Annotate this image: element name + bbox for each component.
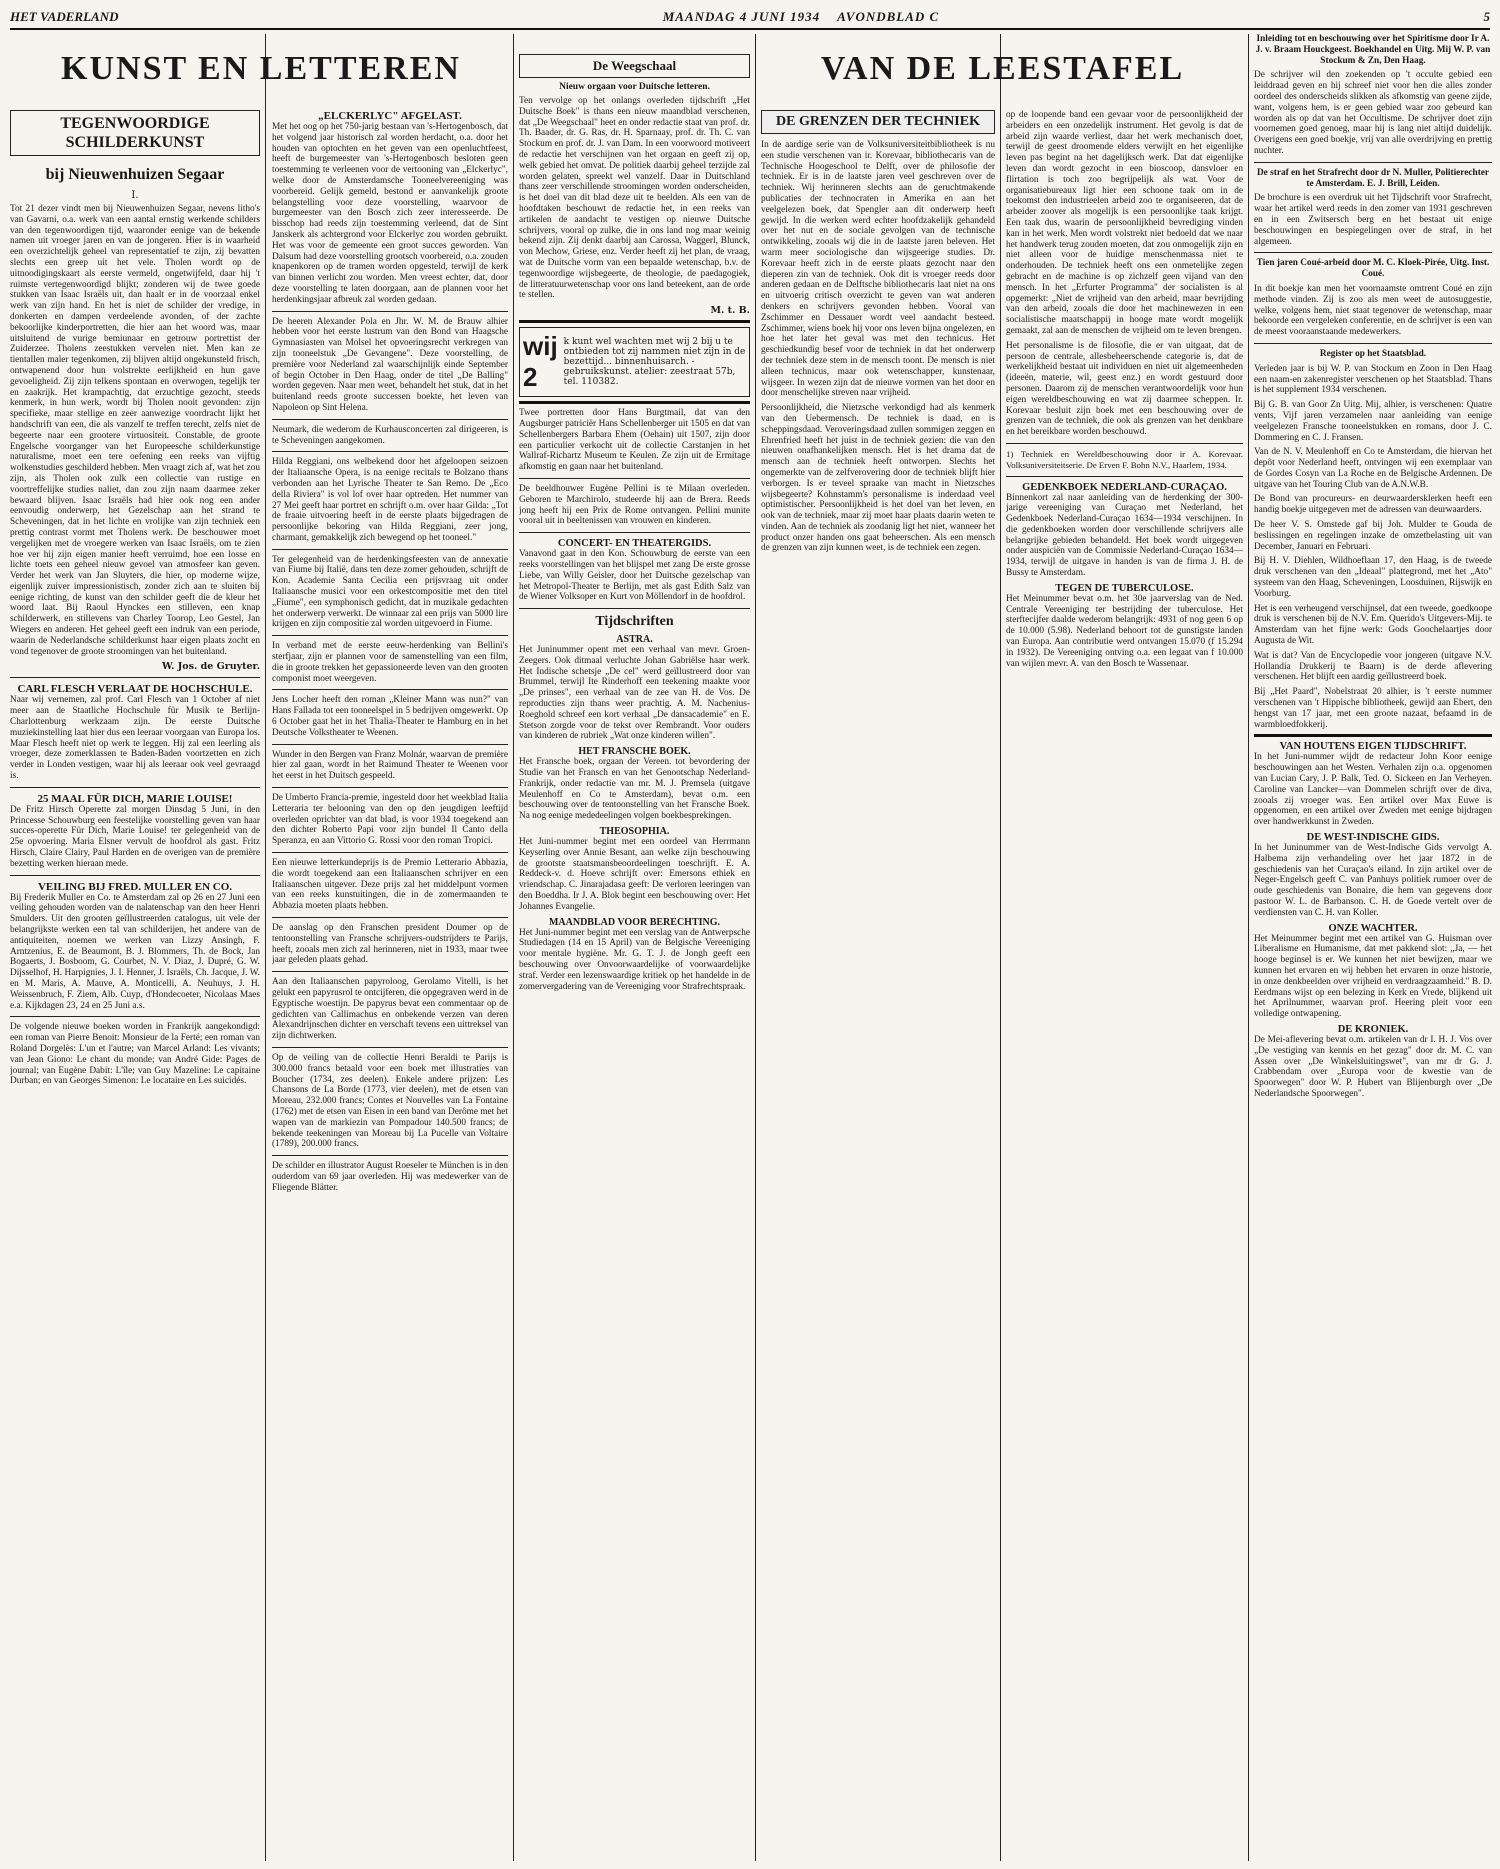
molnar-body: Wunder in den Bergen van Franz Molnár, waarvan de première hier zal gaan, wordt in het Raimund Theater te Weenen voor het eerst in het Duitsch gespeeld. <box>272 749 508 782</box>
houten-body: In het Juni-nummer wijdt de redacteur John Koor eenige beschouwingen aan het Westen. Verhalen zijn o.a. opgenomen van Lucian Cary, J. P. Balk, Ted. O. Sickeen en Jan Verheyen. Caroline van Lancker—van Dommelen schrijft over de diva, zooals zij vroeger was. Een artikel over Max Euwe is opgenomen, en een artikel over Zweden met eenige bijdragen over handwerkkunst in Zweden. <box>1254 752 1492 828</box>
tbc-title: TEGEN DE TUBERCULOSE. <box>1055 582 1194 594</box>
fiume-body: Ter gelegenheid van de herdenkingsfeesten van de annexatie van Fiume bij Italië, dans ten deze zomer gehouden, schrijft de Kon. Academie Santa Cecilia een prijsvraag uit onder Italiaansche musici voor een orkestcompositie met den titel „Fiume", een symphonisch gedicht, dat in muzikale gedachten het onderwerp verwerkt. De winnaar zal een prijs van 5000 lire krijgen en zijn compositie zal worden uitgevoerd in Fiume. <box>272 554 508 630</box>
goor-body: Bij G. B. van Goor Zn Uitg. Mij, alhier, is verschenen: Quatre vents, Vijf jaren verzamelen naar aanleiding van eenige veelgelezen Fransche tooneelstukken en romans, door J. C. Dommering en C. J. Fransen. <box>1254 400 1492 443</box>
divider <box>272 852 508 853</box>
elckerlyc-title: „ELCKERLYC" AFGELAST. <box>318 110 462 122</box>
west-indische-gids-title: DE WEST-INDISCHE GIDS. <box>1306 832 1440 843</box>
doumer-body: De aanslag op den Franschen president Doumer op de tentoonstelling van Fransche schrijvers-oudstrijders te Parijs, heeft, zooals men zich zal herinneren, niet in 1933, maar twee jaar geleden plaats gehad. <box>272 923 508 966</box>
weegschaal-title-box <box>519 54 750 78</box>
techniek-body-2: op de loopende band een gevaar voor de persoonlijkheid der arbeiders en een onzedelijk instrument. Het gevolg is dat de arbeid zijn waarde verliest, daar het werk mechanisch doet, terwijl de geest droomende elders verwijlt en het eigenlijke leven pas begint na het dagelijksch werk. Dat dat eigenlijke leven dan wordt gezocht in een bioscoop, dansvloer en flirtation is toch zoo begrijpelijk als wat. Voor de organisatiebureaux ligt hier een schoone taak om in de toekomst den industrieelen arbeid zoo te organiseeren, dat de arbeider zoover als mogelijk is een persoonlijke taak krijgt. Een taak dus, waarin de persoonlijkheid bevrediging vinden kan in het werk. Men wordt volstrekt niet bedoeld dat we naar het handwerk terug zouden moeten, dat zou onmogelijk zijn en niet alleen voor de huidige menschenmassa niet te onderhouden. De techniek heeft ons een onmetelijke zegen gebracht en de machine is op zichzelf geen vijand van den mensch. In het „Erfurter Programma" der socialisten is al opgemerkt: „Niet de vrijheid van den arbeid, maar bevrijding van den arbeid, zooals die door het machinewezen in een socialistische maatschappij in hooge mate wordt mogelijk gemaakt, zal aan de menschen de vrijheid om te leven brengen. <box>1006 110 1243 336</box>
divider <box>1254 252 1492 253</box>
coue-body: In dit boekje kan men het voornaamste omtrent Coué en zijn methode vinden. Zij is zoo als men weet de autosuggestie, welke, volgens hem, niet staat tegenover de wetenschap, maar bekoorde een vergeleken conferentie, en de schrijver is een van de meest vooraanstaande medewerkers. <box>1254 283 1492 338</box>
divider <box>272 689 508 690</box>
divider <box>519 320 750 323</box>
burgtmail-body: Twee portretten door Hans Burgtmail, dat van den Augsburger patriciër Hans Schellenberger uit 1505 en dat van Schellenbergers Barbara Ehem (Oehain) uit 1507, zijn door een particulier verkocht uit de collectie Carstanjen in het Wallraf-Richartz Museum te Keulen. Ze zijn uit de Ermitage afkomstig en gaan naar het buitenland. <box>519 408 750 473</box>
concert-body: Vanavond gaat in den Kon. Schouwburg de eerste van een reeks voorstellingen van het blijspel met zang De erste grosse Liebe, van Willy Geisler, door het Duitsche gezelschap van het Metropol-Theater te Berlijn, met als gast Edith Salz van de Wiener Volksoper en Kurt von Möllendorf in de hoofdrol. <box>519 549 750 603</box>
art-review-part: I. <box>131 190 139 201</box>
maandblad-title: MAANDBLAD VOOR BERECHTING. <box>548 916 721 928</box>
divider <box>1254 343 1492 344</box>
techniek-title: DE GRENZEN DER TECHNIEK <box>776 114 980 129</box>
bellini-body: In verband met de eerste eeuw-herdenking van Bellini's sterfjaar, zijn er plannen voor de samenstelling van een film, die in groote trekken het gepassioneerde leven van den grooten componist moet weergeven. <box>272 641 508 684</box>
divider <box>1006 476 1243 477</box>
column-rule <box>755 34 756 1861</box>
beraldi-body: Op de veiling van de collectie Henri Beraldi te Parijs is 300.000 francs betaald voor een boek met illustraties van Boucher (1734, zes deelen). Enkele andere prijzen: Les Chansons de La Borde (1773, vier deelen), met de etsen van Moreau, 232.000 francs; Contes et Nouvelles van La Fontaine (1762) met de etsen van Eisen in een band van Derôme met het wapen van de markiezin van Pompadour 140.500 francs; de bekende teekeningen van Moreau bij La Pucelle van Voltaire (1789), 200.000 francs. <box>272 1052 508 1150</box>
theosophia-title: THEOSOPHIA. <box>599 826 670 838</box>
fransche-boek-body: Het Fransche boek, orgaan der Vereen. tot bevordering der Studie van het Fransch en van het Genootschap Nederland-Frankrijk, onder redactie van mr. M. J. Premsela (uitgave Meulenhoff en Co te Amsterdam), bevat o.m. een beschouwing over de tentoonstelling van het Fransche Boek. Na nog eenige mededeelingen volgen boekbesprekingen. <box>519 757 750 822</box>
column-rule <box>1000 34 1001 1861</box>
column-5 <box>1006 110 1243 1861</box>
astra-title: ASTRA. <box>616 634 653 646</box>
art-review-title-box <box>10 110 260 156</box>
page-number: 5 <box>1483 9 1490 24</box>
french-books-body: De volgende nieuwe boeken worden in Frankrijk aangekondigd: een roman van Pierre Benoit: Monsieur de la Ferté; een roman van Roland Dorgelès: L'un et l'autre; van Marcel Arland: Les vivants; van Jean Giono: Le chant du monde; van André Gide: Pages de journal; van Eugène Dabit: L'île; van Guy Mazeline: Le capitaine Durban; en van Georges Simenon: Le locataire en Les suicidés. <box>10 1022 260 1087</box>
section-title-kunst: KUNST EN LETTEREN <box>61 50 461 87</box>
techniek-body-4: Het personalisme is de filosofie, die er van uitgaat, dat de persoon de centrale, allesbeheerschende categorie is, dat de werkelijkheid bestaat uit individuen en niet uit algemeenheden (ideeën, materie, wil, geest enz.) en wordt gestuurd door personen. Daarom zij de menschen verantwoordelijk voor hun eigen wereldbeschouwing en wat zij daarmee scheppen. Ir. Korevaar besluit zijn boek met een beschouwing over de grenzen van de techniek, die ook als grenzen van het denkbare en het bereikbare worden beschouwd. <box>1006 340 1243 438</box>
strafrecht-body: De brochure is een overdruk uit het Tijdschrift voor Strafrecht, waar het artikel werd reeds in den zomer van 1931 geschreven en in een Zwitsersch berg en het bestaat uit enige beschouwingen en bespiegelingen over de straf, in het algemeen. <box>1254 193 1492 247</box>
weegschaal-title: De Weegschaal <box>592 58 677 73</box>
omstede-body: De heer V. S. Omstede gaf bij Joh. Mulder te Gouda de beslissingen en regelingen inzake de omzetbelasting uit van December, Januari en Februari. <box>1254 520 1492 552</box>
divider <box>10 677 260 678</box>
techniek-footnote: 1) Techniek en Wereldbeschouwing door ir A. Korevaar. Volksuniversiteitserie. De Erven F. Bohn N.V., Haarlem, 1934. <box>1006 448 1243 470</box>
pellini-body: De beeldhouwer Eugène Pellini is te Milaan overleden. Geboren te Marchirolo, studeerde hij aan de Brera. Reeds jong heeft hij een Prix de Rome ontvangen. Pellini munite vooral uit in beeltenissen van vrouwen en kinderen. <box>519 483 750 527</box>
querido-body: Het is een verheugend verschijnsel, dat een tweede, goedkoope druk is verschenen bij de N.V. Em. Querido's Uitgevers-Mij. te Amsterdam van het fijne werk: Gods Goochelaartjes door Augusta de Wit. <box>1254 603 1492 647</box>
divider <box>519 401 750 404</box>
divider <box>272 635 508 636</box>
weegschaal-signature: M. t. B. <box>710 305 750 317</box>
ad-logo: wij 2 <box>523 331 558 393</box>
divider <box>1254 162 1492 163</box>
encyclopedie-body: Wat is dat? Van de Encyclopedie voor jongeren (uitgave N.V. Hollandia Drukkerij te Baarn) is de derde aflevering verschenen. Het blijft een aardig geïllustreerd boek. <box>1254 650 1492 683</box>
west-indische-gids-body: In het Juninummer van de West-Indische Gids vervolgt A. Halbema zijn verhandeling over het jaar 1872 in de geschiedenis van het Curaçao's eiland. In zijn artikel over de Neger-Engelsch geeft C. van Panhuys politiek rumoer over de oude geschiedenis van Bonaire, die hem van gegevens door pastoor W. L. de Barbanson. C. H. de Goede vertelt over de verdiensten van C. H. van Koller. <box>1254 843 1492 918</box>
abbazia-body: Een nieuwe letterkundeprijs is de Premio Letterario Abbazia, die wordt toegekend aan een Italiaanschen schrijver en een Italiaanschen uitgever. Deze prijs zal het middelpunt vormen van een reeks kunstuitingen, die in de zomermaanden te Abbazia moeten plaats hebben. <box>272 858 508 912</box>
divider <box>10 1016 260 1017</box>
masthead-paper-name: HET VADERLAND <box>10 9 119 24</box>
column-2 <box>272 110 508 1861</box>
pola-body: De heeren Alexander Pola en Jhr. W. M. de Brauw alhier hebben voor het eerste lustrum van den Bond van Haagsche Gymnasiasten van Molsel het opvoeringsrecht verkregen van zijn tooneelstuk „De Gevangene". Deze voorstelling, de première voor Nederland zal waarschijnlijk einde September of begin October in Den Haag, onder de titel „De Balling" worden gegeven. Naar men weet, behandelt het stuk, dat in het buitenland reeds groote successen boekte, het leven van Napoleon op Sint Helena. <box>272 316 508 413</box>
column-rule <box>513 34 514 1861</box>
techniek-body-3: Persoonlijkheid, die Nietzsche verkondigd had als kenmerk van den Uebermensch. De techniek is daad, en is scheppingsdaad. Veroveringsdaad zullen sommigen zeggen en Ehrenfried heeft het juist in de techniek gezien: die van den nieuwen onafhankelijken mensch. Het is het drama dat de mensch aan de techniek heeft ontworpen. Slechts het ongemerkte van de zelfverovering door de techniek blijft hier verborgen. Is er teveel spraake van macht in Nietzsches wijsbegeerte? Kohnstamm's personalisme is inderdaad veel optimistischer. Persoonlijkheid is het doel van het leven, en ook van de techniek, maar zij moet haar plaats daarin weten te vinden. Aan de techniek als zoodanig ligt het niet, wanneer het product onzer handen ons gaat beheerschen. Als een mensch de grenzen van zijn kunnen weet, is de techniek een zegen. <box>761 403 995 554</box>
roeseler-body: De schilder en illustrator August Roeseler te München is in den ouderdom van 69 jaar overleden. Hij was medewerker van de Fliegende Blätter. <box>272 1161 508 1193</box>
neumark-body: Neumark, die wederom de Kurhausconcerten zal dirigeeren, is te Scheveningen aangekomen. <box>272 424 508 446</box>
curacao-title: GEDENKBOEK NEDERLAND-CURAÇAO. <box>1022 481 1227 493</box>
masthead-date-text: MAANDAG 4 JUNI 1934 <box>662 9 821 24</box>
dich-title: 25 MAAL FÜR DICH, MARIE LOUISE! <box>37 792 233 805</box>
flesch-body: Naar wij vernemen, zal prof. Carl Flesch van 1 October af niet meer aan de Staatliche Hochschule für Musik te Berlijn-Charlottenburg werkzaam zijn. De eerste Duitsche muziekinstelling laat hier dus een leeraar voorgaan van Europa los. Maar Flesch heeft niet op werk te leggen. Hij zal een leerling als vroeger, deze zomerklassen te Baden-Baden voortzetten en zich verder in Londen vestigen, waar hij als leeraar ook veel gevraagd is. <box>10 695 260 782</box>
column-rule <box>265 34 266 1861</box>
column-4 <box>761 110 995 1861</box>
maandblad-body: Het Juni-nummer begint met een verslag van de Antwerpsche Studiedagen (14 en 15 April) van de Belgische Vereeniging voor mentale hygiëne. Mr. G. T. J. de Jongh geeft een beschouwing over Onvoorwaardelijke of voorwaardelijke straf. Verder een lezenswaardige kritiek op het handelde in de zomervergadering van de Vereeniging voor Strafrechtspraak. <box>519 927 750 992</box>
divider <box>1254 734 1492 737</box>
advertisement-wij2 <box>519 327 750 397</box>
astra-body: Het Juninummer opent met een verhaal van mevr. Groen-Zeegers. Ook ditmaal verluchte Johan Gabriëlse haar werk. Het Indische schetsje „De cel" werd geïllustreerd door van Brummel, terwijl Ite Rinderhoff een teekening maakte voor „De prinses", een verhaal van de zee van H. de Vos. De reproducties zijn thans weer prachtig. A. M. Nachenius-Roeghold schreef een kort verhaal „De dansacademie" en E. Stetson zorgde voor de tekst over Rembrandt. Voor ouders van kinderen de rubriek „Wat onze kinderen willen". <box>519 645 750 742</box>
divider <box>10 875 260 876</box>
papyrus-body: Aan den Italiaanschen papyroloog, Gerolamo Vitelli, is het gelukt een papyrusrol te ontcijferen, die opgegraven werd in de Egyptische woestijn. De papyrus bevat een commentaar op de gedichten van Callimachus en onbekende verzen van deren Alexandrijnschen dichter en verschaft tevens een uittreksel van zijn dichtwerken. <box>272 977 508 1042</box>
locher-body: Jens Locher heeft den roman „Kleiner Mann was nun?" van Hans Fallada tot een tooneelspel in 5 bedrijven omgewerkt. Op 6 October gaat het in het Thalia-Theater te Hamburg en in het Deutsche Volkstheater te Weenen. <box>272 695 508 738</box>
tijdschriften-title: Tijdschriften <box>595 614 674 630</box>
elckerlyc-body: Met het oog op het 750-jarig bestaan van 's-Hertogenbosch, dat het volgend jaar historisch zal worden herdacht, o.a. door het houden van optochten en het geven van een openluchtfeest, heeft de burgemeester van 's-Hertogenbosch besloten geen toestemming te verleenen voor de vertooning van „Elckerlyc", welke door de Amsterdamsche Tooneelvereeniging was voorbereid. Gelijk gemeld, bestond er aanvankelijk groote belangstelling voor deze voorstelling, waarvoor de burgemeester van den Bosch zich zeer interesseerde. De bisschop had reeds zijn toestemming verleend, dat de Sint Janskerk als achtergrond voor Elckerlyc zou worden gebruikt. Het was voor de gemeente een groot succes geworden. Van Dalsum had deze voorstelling grootsch voorbereid, o.a. zouden knapenkoren op de tramen worden opgesteld, terwijl de kerk van binnen verlicht zou worden. Men vreest echter, dat, door deze voorstelling te laten doorgaan, aan de plannen voor het herdenkingsjaar afbreuk zal worden gedaan. <box>272 122 508 305</box>
column-3 <box>519 34 750 1861</box>
masthead <box>10 6 1490 30</box>
houten-title: VAN HOUTENS EIGEN TIJDSCHRIFT. <box>1279 741 1467 753</box>
kroniek-body: De Mei-aflevering bevat o.m. artikelen van dr I. H. J. Vos over „De vestiging van kennis en het gezag" door dr. M. C. van Assen over „De Winkelsluitingswet", van mr dr G. J. Crabbendam over „Europa voor de kwestie van de Spoorwegen" door W. P. Hubert van Blijenburgh over „De Nederlandsche Spoorwegen". <box>1254 1034 1492 1099</box>
fransche-boek-title: HET FRANSCHE BOEK. <box>578 746 691 758</box>
art-review-subtitle: bij Nieuwenhuizen Segaar <box>45 166 225 183</box>
divider <box>272 1047 508 1048</box>
divider <box>272 451 508 452</box>
ad-text: k kunt wel wachten met wij 2 bij u te ontbieden tot zij nammen niet zijn in de bezettijd... binnenhuisarch. - gebruikskunst. atelier: zeestraat 57b, tel. 110382. <box>563 337 746 388</box>
divider <box>1006 443 1243 444</box>
divider <box>272 419 508 420</box>
divider <box>10 787 260 788</box>
francia-body: De Umberto Francia-premie, ingesteld door het weekblad Italia Letteraria ter belooning van den op den jeugdigen leeftijd overleden oprichter van dat blad, is voor 1934 toegekend aan den dichter Roberto Papi voor zijn bundel Il Canto della Speranza, en aan Vittorio G. Rossi voor den roman Tropici. <box>272 793 508 847</box>
divider <box>272 744 508 745</box>
section-title-leestafel: VAN DE LEESTAFEL <box>820 50 1185 87</box>
column-1 <box>10 110 260 1861</box>
divider <box>519 532 750 533</box>
muller-body: Bij Frederik Muller en Co. te Amsterdam zal op 26 en 27 Juni een veiling gehouden worden van de nalatenschap van den heer Henri Smulders. Uit den grooten geïllustreerden catalogus, uit vele der belangrijkste werken een tal van schilderijen, het andere van de antiquiteiten, noemen we werken van Lizzy Ansingh, F. Arntzenius, E. de Beaumont, B. J. Blommers, Th. de Bock, Jan Bogaerts, J. Bosboom, G. Courbet, N. V. Diaz, J. Dupré, G. W. Dijsselhof, H. Harpignies, J. I. Henner, J. Israëls, Ch. Jacque, J. W. en M. Maris, A. Mauve, A. Monticelli, A. Neuhuys, J. H. Weissenbruch, F. Ziem, Alb. Cuyp, d'Hondecoeter, Nicolaas Maes e.a. Kijkdagen 23, 24 en 25 Juni a.s. <box>10 892 260 1011</box>
dich-body: De Fritz Hirsch Operette zal morgen Dinsdag 5 Juni, in den Princesse Schouwburg een feestelijke voorstelling geven van haar succes-operette Für Dich, Marie Louise! ter gelegenheid van de 25e opvoering. Maria Elsner vervult de hoofdrol als gast. Fritz Hirsch, Claire Clairy, Paul Harden en de overigen van de première bezetting werken hieraan mede. <box>10 804 260 869</box>
divider <box>519 608 750 609</box>
tbc-body: Het Meinummer bevat o.m. het 30e jaarverslag van de Ned. Centrale Vereeniging ter bestrijding der tuberculose. Het sterftecijfer daalde wederom belangrijk: 4931 of nog geen 6 op de 10.000 (5.98). Nederland behoort tot de gunstigste landen van Europa. Aan contributie werd ontvangen 15.070 (f 15.294 in 1932). De Vereeniging ontving o.a. een legaat van f 10.000 van wijlen mevr. A. van den Bosch te Wassenaar. <box>1006 593 1243 669</box>
weegschaal-subtitle: Nieuw orgaan voor Duitsche letteren. <box>559 82 710 92</box>
staatsblad-title: Register op het Staatsblad. <box>1319 348 1427 359</box>
divider <box>272 917 508 918</box>
kroniek-title: DE KRONIEK. <box>1337 1023 1409 1035</box>
column-6 <box>1254 34 1492 1861</box>
procureurs-body: De Bond van procureurs- en deurwaardersklerken heeft een handig boekje uitgegeven met de adressen van deurwaarders. <box>1254 494 1492 516</box>
techniek-title-box <box>761 110 995 134</box>
muller-title: VEILING BIJ FRED. MULLER EN CO. <box>37 880 233 893</box>
divider <box>272 971 508 972</box>
techniek-body-1: In de aardige serie van de Volksuniversiteitbibliotheek is nu een studie verschenen van ir. Korevaar, bibliothecaris van de Technische Hoogeschool te Delft, over de philosofie der techniek. Er is in de laatste jaren veel geschreven over de techniek. Wij herinneren slechts aan de geruchtmakende publicaties der technocraten in Amerika en aan het veelgelezen boek, dat Spengler aan dit onderwerp heeft gewijd. In die werken werd echter hoofdzakelijk gehandeld over het nut en de sociale gevolgen van de technische ontwikkeling, zooals wij die in de laatste jaren beleven. Het warm meer sociologische dan wijsgeerige studies. Dr. Korevaar heeft zich in de eerste plaats gezocht naar den dieperen zin van de techniek. Ook dit is vroeger reeds door anderen gedaan en de Delftsche bibliothecaris laat niet na ons en uitvoerig critisch overzicht te geven van wat anderen denkers en schrijvers gevonden hebben. Vooral van Zschimmer en Dessauer wordt veel aandacht besteed. Zschimmer, wiens boek hij voor ons leven bijna ongelezen, en hoe het later het geval was met den technicus. Het geschiedkundig besef voor de techniek in dat het onderwerp der techniek deze stem in de mensch toont. De mensch is niet alleen technicus, maar ook wetenschapper, kunstenaar, wijsgeer. In wezen zijn dat de nieuwe vormen van het door en door menschelijke streven naar vrijheid. <box>761 140 995 399</box>
divider <box>519 478 750 479</box>
divider <box>272 787 508 788</box>
divider <box>272 311 508 312</box>
onze-wachter-title: ONZE WACHTER. <box>1328 922 1418 934</box>
curacao-body: Binnenkort zal naar aanleiding van de herdenking der 300-jarige vereeniging van Curaçao met Nederland, het Gedenkboek Nederland-Curaçao 1634—1934 verschijnen. In die gedenkboeken worden door verschillende schrijvers alle belangrijke gebieden behandeld. Het boek wordt uitgegeven onder auspiciën van de Commissie Nederland-Curaçao 1634—1934, terwijl de uitgave in handen is van de firma J. H. de Bussy te Amsterdam. <box>1006 492 1243 579</box>
spiritisme-body: De schrijver wil den zoekenden op 't occulte gebied een leiddraad geven en hij schreef niet voor hen die alles zonder oordeel des onderscheids slikken als afkomstig van geene zijde, want, volgens hem, is er geen gebied waar zoo gebeurd kan worden als op dat van het Occultisme. De schrijver doet zijn voornemen goed genoeg, maar hij is lang niet altijd duidelijk. Overigens een goed boekje, vrij van alle overdrijving en prettig nuchter. <box>1254 70 1492 156</box>
strafrecht-title: De straf en het Strafrecht door dr N. Muller, Politierechter te Amsterdam. E. J. Brill, Leiden. <box>1256 167 1490 189</box>
spiritisme-title: Inleiding tot en beschouwing over het Spiritisme door Ir A. J. v. Braam Houckgeest. Boekhandel en Uitg. Mij W. P. van Stockum & Zn, Den Haag. <box>1255 34 1491 66</box>
divider <box>272 549 508 550</box>
reggiani-body: Hilda Reggiani, ons welbekend door het afgeloopen seizoen der Italiaansche Opera, is na eenige recitals te Bolzano thans verbonden aan het Lyrische Theater te San Remo. De „Eco della Riviera" is vol lof over haar optreden. Het nummer van 27 Mei geeft haar portret en schrijft o.m. over haar Gilda: „Tot de fraaie uitvoering heeft in de eerste plaats bijgedragen de persoonlijke bekoring van Hilda Reggiani, zeer jong, charmant, gemakkelijk zich bewegend op het tooneel." <box>272 457 508 543</box>
art-review-title: TEGENWOORDIGE SCHILDERKUNST <box>60 115 210 151</box>
meulenhoff-body: Van de N. V. Meulenhoff en Co te Amsterdam, die hiervan het depôt voor Nederland heeft, ontvingen wij een exemplaar van de Gordes Cosyn van La Roche en de Belgische Ardennen. De uitgave van het Touring Club van de A.N.W.B. <box>1254 447 1492 490</box>
paard-body: Bij „Het Paard", Nobelstraat 20 alhier, is 't eerste nummer verschenen van 't Hippische bibliotheek, gewijd aan Ebert, den hengst van 17 jaar, met een groote nazaat, befaamd in de warmbloedfokkerij. <box>1254 687 1492 730</box>
concert-title: CONCERT- EN THEATERGIDS. <box>557 538 712 550</box>
staatsblad-body: Verleden jaar is bij W. P. van Stockum en Zoon in Den Haag een naam-en zakenregister verschenen op het Staatsblad. Thans is het supplement 1934 verschenen. <box>1254 363 1492 396</box>
art-review-signature: W. Jos. de Gruyter. <box>161 661 260 673</box>
masthead-date <box>118 9 1483 25</box>
flesch-title: CARL FLESCH VERLAAT DE HOCHSCHULE. <box>17 683 253 696</box>
weegschaal-body: Ten vervolge op het onlangs overleden tijdschrift „Het Duitsche Boek" is thans een nieuw maandblad verschenen, dat „De Weegschaal" heet en onder redactie staat van prof. dr. Th. Baader, dr. G. Ras, dr. H. Sparnaay, prof. dr. Th. C. van Stockum en prof. dr. J. van Dam. In een voorwoord motiveert de redactie het verschijnen van het orgaan en geeft zij op, welk gebied het omvat. De politiek daarbij geheel terzijde zal worden gelaten, spreekt wel vanzelf. Daar in Duitschland thans zeer verschillende stroomingen worden onderscheiden, is het doel van dit blad deze uit te beelden. Als een van de hoofdtaken beschouwt de redactie het, in een reeks van artikelen de aandacht te vestigen op nieuwe Duitsche schrijvers, vooral op zulke, die in ons land nog maar weinig bekend zijn. Zij denkt daarbij aan Carossa, Waggerl, Blunck, von Mechow, Griese, enz. Verder heeft zij het plan, de vraag, wat de Duitsche vorm van een bepaalde wetenschap, b.v. de tegenwoordige wijsbegeerte, de theologie, de paedagogiek, de litteratuurwetenschap voor ons land beteekent, aan de orde te stellen. <box>519 96 750 301</box>
column-rule <box>1248 34 1249 1861</box>
coue-title: Tien jaren Coué-arbeid door M. C. Kloek-Pirée, Uitg. Inst. Coué. <box>1256 258 1490 280</box>
theosophia-body: Het Juni-nummer begint met een oordeel van Herrmann Keyserling over Annie Besant, aan welke zijn beschouwing de grootste staatsmansbeoordeelingen toeschrijft. E. A. Reddeck-v. d. Hoeve schrijft over: Emersons ethiek en vriendschap. C. Jinarajadasa geeft: De verloren leeringen van den Boeddha. Ir J. A. Blok begint een beschouwing over: Het Johannes Evangelie. <box>519 837 750 912</box>
diehlen-body: Bij H. V. Diehlen, Wildhoeflaan 17, den Haag, is de tweede druk verschenen van den „Ideaal" plattegrond, met het „Ato" systeem van den Haag, Scheveningen, Loosduinen, Rijswijk en Voorburg. <box>1254 556 1492 599</box>
masthead-edition: AVONDBLAD C <box>837 9 940 24</box>
art-review-body: Tot 21 dezer vindt men bij Nieuwenhuizen Segaar, nevens litho's van Gavarni, o.a. werk van een aantal ernstig werkende schilders van den tegenwoordigen tijd, waaronder eenige van de bekende namen uit vroeger jaren en van de jongeren. Hier is in waarheid een overzichtelijk geheel van representatief te zijn, zij bevatten slechts een greep uit het vele. Tholen wordt op de uitnoodigingskaart als eerste vermeld, ongetwijfeld, daar hij 't ruimste vertegenwoordigd blijkt; zonderen wij de twee goede stukken van Isaac Israëls uit, dan haalt er in de voorzaal enkel werk van zijn hand. En het is niet de schilder der vredige, in donkerten en dampen verdeelende avonden, of der zachte bekoorlijke kinderportretten, die hier aan het woord was, maar uitsluitend de vurige bemiunaar en getrouw portrettist der Zuiderzee. Tholens zeestukken vervelen niet. Men kan ze tientallen maler tegenkomen, zij blijven altijd ongekunsteld frisch, ontwapenend door hun volstrekte eerlijkheid en hun gave gevoeligheid. Zij zijn telkens spontaan en overwogen, tegelijk ter en zaakrijk. Het krampachtig, dat erzuchtige gezocht, steeds kenmerk, in hun werk, wordt bij Tholen nooit gevonden: zijn specifieke, maar stellige en zeer aanwezige voordracht lijkt het handschrift van een, die als vanzelf te treffen terecht, zelfs niet de begeerte naar een grootere virtuositeit. Constable, de groote Engelsche voorganger van het Europeesche schilderkunstige naturalisme, moet een tere oefening een reeks van vijftig wolkenstudies geschilderd hebben. Men vraagt zich af, wat het zou zijn, als Tholen ook zulk een collectie van rustige en voortreffelijke studies naliet, dan zou zijn naam daarmee zeker bewaard blijven. Isaac Israëls had hier ook nog een ander eenvoudig onderwerp, het Gezelschap aan het strand te Scheveningen, dat in het lichte en vrolijke van zijn techniek een prettig contrast vormt met Tholens werk. De beschouwer moet vergelijken met de vroegere werken van Isaac Israëls, om te zien hoe ver hij zijn eigen manier heeft verruimd, hoe een losse en lichte toets een geheel nieuw gevoel van atmosfeer kan geven. Verder het werk van Jan Sluyters, die hier, op moderne wijze, eigenlijk zuiver impressionistisch, zonder zich aan te sluiten bij eenige richting, de kunst van den schilder geeft die de kleur het woord laat. Bij Raoul Hynckes een stilleven, een knap schilderwerk, en stillevens van Charley Toorop, Leo Gestel, Jan Wiegers en anderen. Het geheel geeft een indruk van een periode, waarin de Nederlandsche schilderkunst haar eigen plaats zocht en vond tegenover de groote stroomingen van het buitenland. <box>10 204 260 657</box>
divider <box>272 1155 508 1156</box>
onze-wachter-body: Het Meinummer begint met een artikel van G. Huisman over Liberalisme en Humanisme, dat met pakkend slot: „Ja, — het hooge beginsel is er. We kunnen het niet bewijzen, maar we kunnen het ervaren en wij hebben het ervaren in onze historie, in onze denkbeelden over vrijheid en verdraagzaamheid." B. D. Eerdmans wijst op een belezing in Kerk en Vrede, blijkend uit het Aprilnummer, waarvan prof. Heering pleit voor een volledige ontwapening. <box>1254 933 1492 1020</box>
